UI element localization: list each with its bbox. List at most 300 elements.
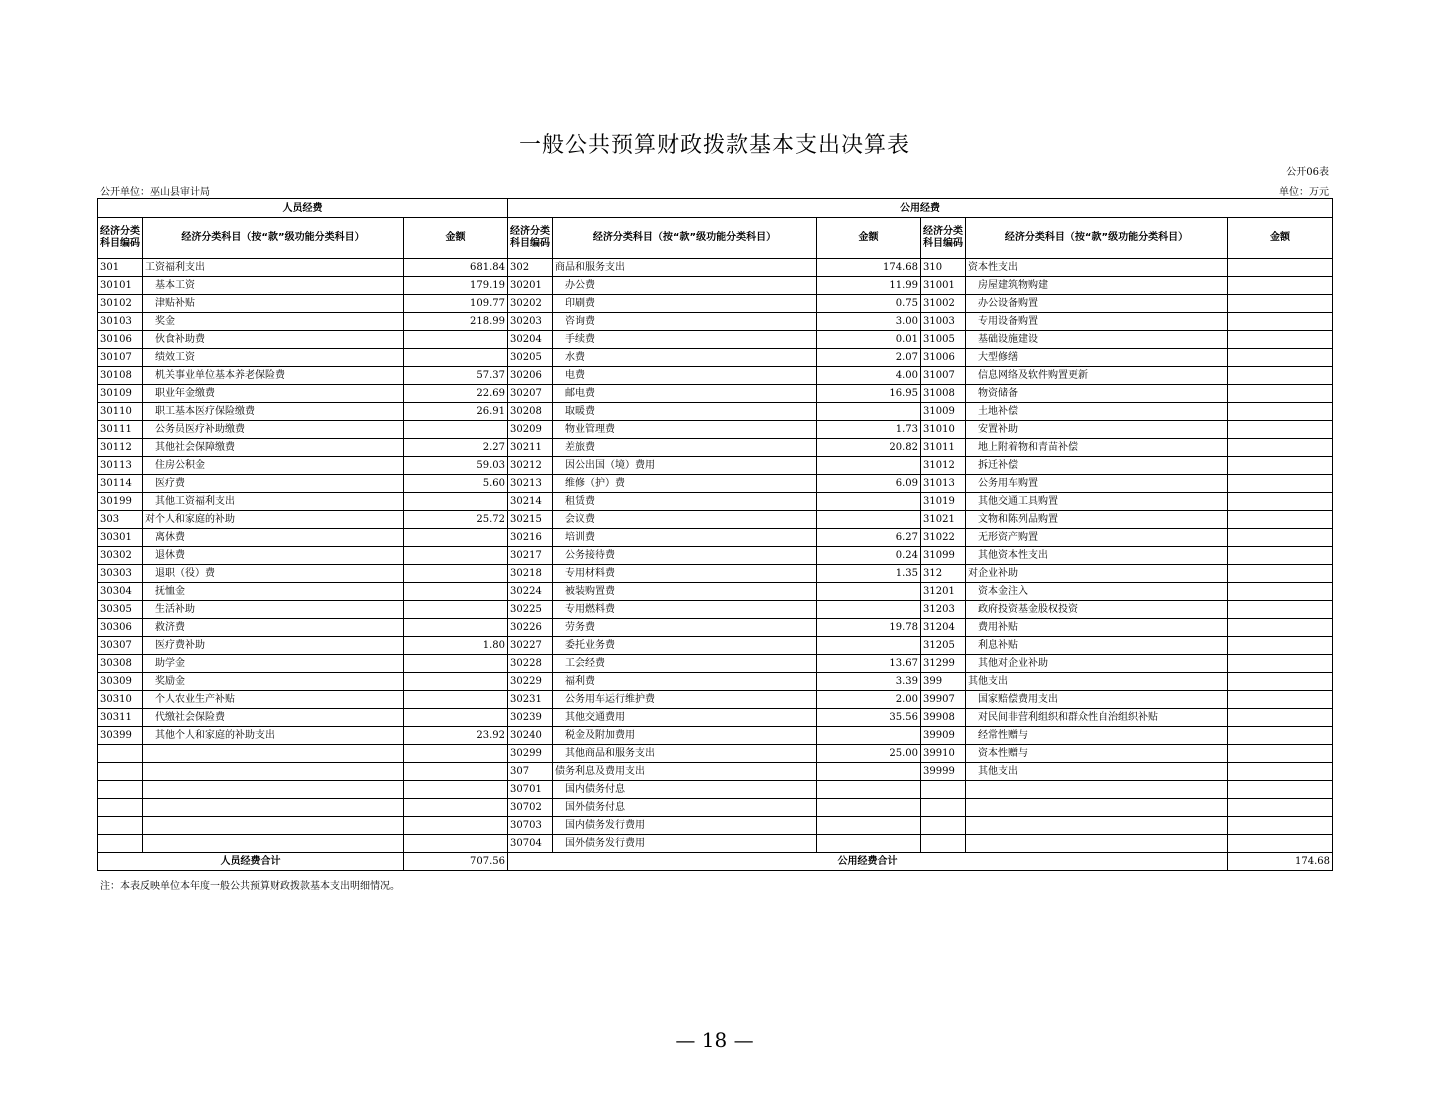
table-row [98, 367, 1333, 385]
cell-amount [404, 781, 508, 799]
table-row [98, 601, 1333, 619]
cell-amount: 13.67 [817, 655, 921, 673]
cell-name: 国内债务付息 [553, 781, 817, 799]
cell-name: 被装购置费 [553, 583, 817, 601]
cell-code: 31002 [921, 295, 966, 313]
cell-name: 资本金注入 [966, 583, 1228, 601]
header-amount: 金额 [404, 218, 508, 259]
cell-amount [404, 655, 508, 673]
table-row [98, 475, 1333, 493]
cell-name: 拆迁补偿 [966, 457, 1228, 475]
cell-amount [404, 799, 508, 817]
cell-name: 印刷费 [553, 295, 817, 313]
cell-name: 文物和陈列品购置 [966, 511, 1228, 529]
cell-amount: 3.39 [817, 673, 921, 691]
cell-code: 30214 [508, 493, 553, 511]
table-row [98, 547, 1333, 565]
cell-amount [1228, 403, 1333, 421]
cell-amount: 25.00 [817, 745, 921, 763]
cell-name: 对民间非营利组织和群众性自治组织补贴 [966, 709, 1228, 727]
cell-code: 30113 [98, 457, 143, 475]
cell-code: 39908 [921, 709, 966, 727]
cell-amount: 16.95 [817, 385, 921, 403]
cell-name: 经常性赠与 [966, 727, 1228, 745]
cell-code: 30213 [508, 475, 553, 493]
cell-name: 国内债务发行费用 [553, 817, 817, 835]
cell-name: 政府投资基金股权投资 [966, 601, 1228, 619]
cell-code: 30299 [508, 745, 553, 763]
cell-code: 30229 [508, 673, 553, 691]
cell-amount [404, 763, 508, 781]
table-row [98, 835, 1333, 853]
cell-code: 30205 [508, 349, 553, 367]
cell-name: 维修（护）费 [553, 475, 817, 493]
table-number: 公开06表 [1286, 167, 1329, 178]
cell-code: 30399 [98, 727, 143, 745]
cell-name: 奖励金 [143, 673, 404, 691]
cell-name: 大型修缮 [966, 349, 1228, 367]
cell-amount [404, 493, 508, 511]
cell-name: 对个人和家庭的补助 [143, 511, 404, 529]
cell-amount [404, 673, 508, 691]
cell-amount [1228, 457, 1333, 475]
cell-amount [817, 835, 921, 853]
cell-code: 30703 [508, 817, 553, 835]
cell-amount: 6.27 [817, 529, 921, 547]
cell-amount [817, 457, 921, 475]
table-row [98, 637, 1333, 655]
cell-name: 公务用车购置 [966, 475, 1228, 493]
cell-code: 31299 [921, 655, 966, 673]
cell-amount [404, 583, 508, 601]
cell-amount: 174.68 [817, 259, 921, 277]
cell-name [966, 835, 1228, 853]
cell-code: 30112 [98, 439, 143, 457]
cell-name: 基本工资 [143, 277, 404, 295]
cell-amount [1228, 259, 1333, 277]
cell-name: 劳务费 [553, 619, 817, 637]
cell-code: 30702 [508, 799, 553, 817]
cell-name [143, 817, 404, 835]
cell-name: 生活补助 [143, 601, 404, 619]
cell-code: 303 [98, 511, 143, 529]
cell-name: 咨询费 [553, 313, 817, 331]
cell-code: 30309 [98, 673, 143, 691]
cell-amount: 59.03 [404, 457, 508, 475]
cell-name: 退职（役）费 [143, 565, 404, 583]
cell-code: 31005 [921, 331, 966, 349]
cell-amount [404, 349, 508, 367]
cell-name: 福利费 [553, 673, 817, 691]
cell-code [98, 745, 143, 763]
cell-amount: 0.01 [817, 331, 921, 349]
cell-code: 30209 [508, 421, 553, 439]
cell-amount [1228, 619, 1333, 637]
cell-name: 专用材料费 [553, 565, 817, 583]
cell-code: 31201 [921, 583, 966, 601]
cell-code: 31012 [921, 457, 966, 475]
cell-name: 住房公积金 [143, 457, 404, 475]
cell-code: 30305 [98, 601, 143, 619]
cell-name: 机关事业单位基本养老保险费 [143, 367, 404, 385]
cell-name: 差旅费 [553, 439, 817, 457]
cell-name: 公务用车运行维护费 [553, 691, 817, 709]
cell-amount: 1.35 [817, 565, 921, 583]
cell-amount [1228, 547, 1333, 565]
cell-code: 30231 [508, 691, 553, 709]
cell-amount [404, 331, 508, 349]
cell-name [143, 799, 404, 817]
cell-name: 代缴社会保险费 [143, 709, 404, 727]
cell-code: 30226 [508, 619, 553, 637]
cell-name: 取暖费 [553, 403, 817, 421]
cell-code [98, 763, 143, 781]
cell-amount [404, 691, 508, 709]
cell-code: 30206 [508, 367, 553, 385]
cell-name: 手续费 [553, 331, 817, 349]
cell-code [921, 817, 966, 835]
cell-name: 物资储备 [966, 385, 1228, 403]
cell-name: 工资福利支出 [143, 259, 404, 277]
cell-amount: 19.78 [817, 619, 921, 637]
cell-code: 30106 [98, 331, 143, 349]
cell-amount [1228, 493, 1333, 511]
cell-amount: 1.80 [404, 637, 508, 655]
cell-amount: 2.27 [404, 439, 508, 457]
cell-code: 31203 [921, 601, 966, 619]
cell-code: 31006 [921, 349, 966, 367]
cell-name: 其他社会保障缴费 [143, 439, 404, 457]
cell-code: 312 [921, 565, 966, 583]
cell-amount: 0.24 [817, 547, 921, 565]
cell-name: 其他资本性支出 [966, 547, 1228, 565]
cell-amount: 681.84 [404, 259, 508, 277]
cell-code: 30108 [98, 367, 143, 385]
cell-name: 抚恤金 [143, 583, 404, 601]
cell-amount [1228, 331, 1333, 349]
section-personnel: 人员经费 [98, 199, 508, 218]
cell-code: 30204 [508, 331, 553, 349]
cell-amount: 2.00 [817, 691, 921, 709]
cell-name: 基础设施建设 [966, 331, 1228, 349]
cell-name: 因公出国（境）费用 [553, 457, 817, 475]
budget-table [97, 198, 1333, 871]
reporting-unit: 公开单位：巫山县审计局 [100, 187, 210, 198]
cell-name: 其他支出 [966, 763, 1228, 781]
cell-name: 救济费 [143, 619, 404, 637]
cell-amount: 4.00 [817, 367, 921, 385]
cell-amount [817, 799, 921, 817]
cell-amount [1228, 385, 1333, 403]
header-name: 经济分类科目（按“款”级功能分类科目） [143, 218, 404, 259]
cell-code: 30216 [508, 529, 553, 547]
cell-name: 离休费 [143, 529, 404, 547]
cell-code: 30240 [508, 727, 553, 745]
cell-code: 30102 [98, 295, 143, 313]
totals-row [98, 853, 1333, 871]
cell-name: 信息网络及软件购置更新 [966, 367, 1228, 385]
cell-code: 301 [98, 259, 143, 277]
public-total-amount: 174.68 [1228, 853, 1333, 871]
cell-name: 医疗费补助 [143, 637, 404, 655]
table-row [98, 277, 1333, 295]
cell-code: 30201 [508, 277, 553, 295]
cell-code: 30227 [508, 637, 553, 655]
cell-name: 租赁费 [553, 493, 817, 511]
table-row [98, 529, 1333, 547]
cell-amount [1228, 529, 1333, 547]
cell-code: 30301 [98, 529, 143, 547]
cell-amount [1228, 583, 1333, 601]
cell-amount [404, 619, 508, 637]
table-row [98, 295, 1333, 313]
cell-code: 31021 [921, 511, 966, 529]
cell-name: 国家赔偿费用支出 [966, 691, 1228, 709]
cell-name: 绩效工资 [143, 349, 404, 367]
cell-name: 办公费 [553, 277, 817, 295]
cell-code: 30199 [98, 493, 143, 511]
cell-code: 30212 [508, 457, 553, 475]
cell-code: 30302 [98, 547, 143, 565]
cell-name: 房屋建筑物购建 [966, 277, 1228, 295]
cell-amount [817, 781, 921, 799]
cell-name: 其他支出 [966, 673, 1228, 691]
cell-amount [404, 709, 508, 727]
cell-name: 职工基本医疗保险缴费 [143, 403, 404, 421]
cell-name: 专用设备购置 [966, 313, 1228, 331]
cell-name: 无形资产购置 [966, 529, 1228, 547]
cell-name: 资本性支出 [966, 259, 1228, 277]
table-row [98, 511, 1333, 529]
cell-name: 国外债务发行费用 [553, 835, 817, 853]
cell-name: 津贴补贴 [143, 295, 404, 313]
cell-amount [817, 763, 921, 781]
table-row [98, 331, 1333, 349]
cell-amount [1228, 673, 1333, 691]
cell-amount [404, 421, 508, 439]
table-row [98, 727, 1333, 745]
cell-code [98, 817, 143, 835]
cell-code: 310 [921, 259, 966, 277]
cell-name: 水费 [553, 349, 817, 367]
cell-amount [1228, 439, 1333, 457]
cell-name: 退休费 [143, 547, 404, 565]
cell-code: 30310 [98, 691, 143, 709]
cell-name: 利息补贴 [966, 637, 1228, 655]
cell-code [921, 781, 966, 799]
cell-code: 31019 [921, 493, 966, 511]
cell-name [966, 799, 1228, 817]
cell-amount: 57.37 [404, 367, 508, 385]
table-row [98, 457, 1333, 475]
table-row [98, 655, 1333, 673]
table-row [98, 763, 1333, 781]
cell-amount: 22.69 [404, 385, 508, 403]
cell-code: 31013 [921, 475, 966, 493]
table-row [98, 421, 1333, 439]
page-title: 一般公共预算财政拨款基本支出决算表 [518, 133, 910, 158]
table-row [98, 673, 1333, 691]
cell-name: 其他工资福利支出 [143, 493, 404, 511]
cell-code: 39907 [921, 691, 966, 709]
cell-code: 307 [508, 763, 553, 781]
cell-amount: 23.92 [404, 727, 508, 745]
cell-name: 安置补助 [966, 421, 1228, 439]
cell-code: 31099 [921, 547, 966, 565]
table-row [98, 403, 1333, 421]
personnel-total-label: 人员经费合计 [98, 853, 404, 871]
cell-code: 30303 [98, 565, 143, 583]
cell-amount: 109.77 [404, 295, 508, 313]
cell-amount: 5.60 [404, 475, 508, 493]
personnel-total-amount: 707.56 [404, 853, 508, 871]
table-row [98, 745, 1333, 763]
cell-name: 伙食补助费 [143, 331, 404, 349]
cell-code [98, 799, 143, 817]
cell-amount: 35.56 [817, 709, 921, 727]
currency-unit: 单位：万元 [1279, 187, 1329, 198]
table-row [98, 439, 1333, 457]
cell-code: 30203 [508, 313, 553, 331]
cell-amount [404, 601, 508, 619]
cell-amount: 20.82 [817, 439, 921, 457]
table-row [98, 709, 1333, 727]
header-amount: 金额 [1228, 218, 1333, 259]
cell-amount [1228, 835, 1333, 853]
cell-amount [817, 583, 921, 601]
cell-amount: 179.19 [404, 277, 508, 295]
cell-name: 国外债务付息 [553, 799, 817, 817]
cell-name [966, 817, 1228, 835]
cell-code: 30101 [98, 277, 143, 295]
cell-name: 其他个人和家庭的补助支出 [143, 727, 404, 745]
cell-name: 培训费 [553, 529, 817, 547]
cell-name [143, 781, 404, 799]
cell-name: 其他交通费用 [553, 709, 817, 727]
cell-amount [817, 493, 921, 511]
cell-code: 30239 [508, 709, 553, 727]
cell-name: 其他商品和服务支出 [553, 745, 817, 763]
cell-code: 30224 [508, 583, 553, 601]
cell-code: 31007 [921, 367, 966, 385]
cell-amount [817, 817, 921, 835]
cell-amount: 2.07 [817, 349, 921, 367]
cell-code: 30111 [98, 421, 143, 439]
cell-code: 30114 [98, 475, 143, 493]
cell-amount [1228, 511, 1333, 529]
cell-name: 资本性赠与 [966, 745, 1228, 763]
cell-code: 31205 [921, 637, 966, 655]
cell-name: 税金及附加费用 [553, 727, 817, 745]
cell-name [143, 745, 404, 763]
cell-name: 对企业补助 [966, 565, 1228, 583]
cell-code: 30107 [98, 349, 143, 367]
header-name: 经济分类科目（按“款”级功能分类科目） [553, 218, 817, 259]
cell-name: 公务员医疗补助缴费 [143, 421, 404, 439]
cell-code: 30211 [508, 439, 553, 457]
footnote: 注：本表反映单位本年度一般公共预算财政拨款基本支出明细情况。 [100, 881, 400, 892]
cell-code: 30215 [508, 511, 553, 529]
cell-name: 专用燃料费 [553, 601, 817, 619]
cell-amount [1228, 475, 1333, 493]
cell-name [143, 835, 404, 853]
cell-amount [1228, 421, 1333, 439]
cell-amount: 218.99 [404, 313, 508, 331]
table-body [98, 259, 1333, 853]
header-name: 经济分类科目（按“款”级功能分类科目） [966, 218, 1228, 259]
cell-amount: 6.09 [817, 475, 921, 493]
page-number: — 18 — [675, 1028, 754, 1052]
cell-name: 物业管理费 [553, 421, 817, 439]
cell-name: 地上附着物和青苗补偿 [966, 439, 1228, 457]
cell-name: 会议费 [553, 511, 817, 529]
cell-amount [1228, 313, 1333, 331]
cell-code: 31001 [921, 277, 966, 295]
cell-amount: 11.99 [817, 277, 921, 295]
table-row [98, 565, 1333, 583]
cell-name: 邮电费 [553, 385, 817, 403]
cell-code: 30225 [508, 601, 553, 619]
table-row [98, 349, 1333, 367]
cell-code: 31010 [921, 421, 966, 439]
cell-amount [404, 817, 508, 835]
cell-amount: 1.73 [817, 421, 921, 439]
table-row [98, 799, 1333, 817]
table-row [98, 619, 1333, 637]
cell-code: 30217 [508, 547, 553, 565]
cell-code: 39909 [921, 727, 966, 745]
cell-code: 302 [508, 259, 553, 277]
cell-amount [404, 745, 508, 763]
cell-code: 30207 [508, 385, 553, 403]
cell-name: 职业年金缴费 [143, 385, 404, 403]
cell-code: 39910 [921, 745, 966, 763]
cell-amount [1228, 799, 1333, 817]
cell-amount [817, 601, 921, 619]
cell-name: 委托业务费 [553, 637, 817, 655]
cell-code: 30306 [98, 619, 143, 637]
cell-amount: 25.72 [404, 511, 508, 529]
cell-amount: 3.00 [817, 313, 921, 331]
cell-amount [817, 637, 921, 655]
cell-name: 其他交通工具购置 [966, 493, 1228, 511]
cell-code: 30103 [98, 313, 143, 331]
cell-name: 电费 [553, 367, 817, 385]
cell-amount [1228, 691, 1333, 709]
cell-code: 399 [921, 673, 966, 691]
cell-code: 30308 [98, 655, 143, 673]
cell-name: 商品和服务支出 [553, 259, 817, 277]
cell-code: 30701 [508, 781, 553, 799]
cell-amount [1228, 601, 1333, 619]
cell-code [921, 799, 966, 817]
cell-amount [1228, 295, 1333, 313]
cell-name: 债务利息及费用支出 [553, 763, 817, 781]
header-code: 经济分类科目编码 [508, 218, 553, 259]
cell-amount: 0.75 [817, 295, 921, 313]
cell-amount [1228, 781, 1333, 799]
table-row [98, 691, 1333, 709]
cell-amount [404, 529, 508, 547]
cell-amount [1228, 817, 1333, 835]
cell-code: 30228 [508, 655, 553, 673]
header-code: 经济分类科目编码 [98, 218, 143, 259]
cell-name [143, 763, 404, 781]
table-row [98, 781, 1333, 799]
cell-amount [817, 511, 921, 529]
cell-amount [404, 835, 508, 853]
cell-code: 31204 [921, 619, 966, 637]
